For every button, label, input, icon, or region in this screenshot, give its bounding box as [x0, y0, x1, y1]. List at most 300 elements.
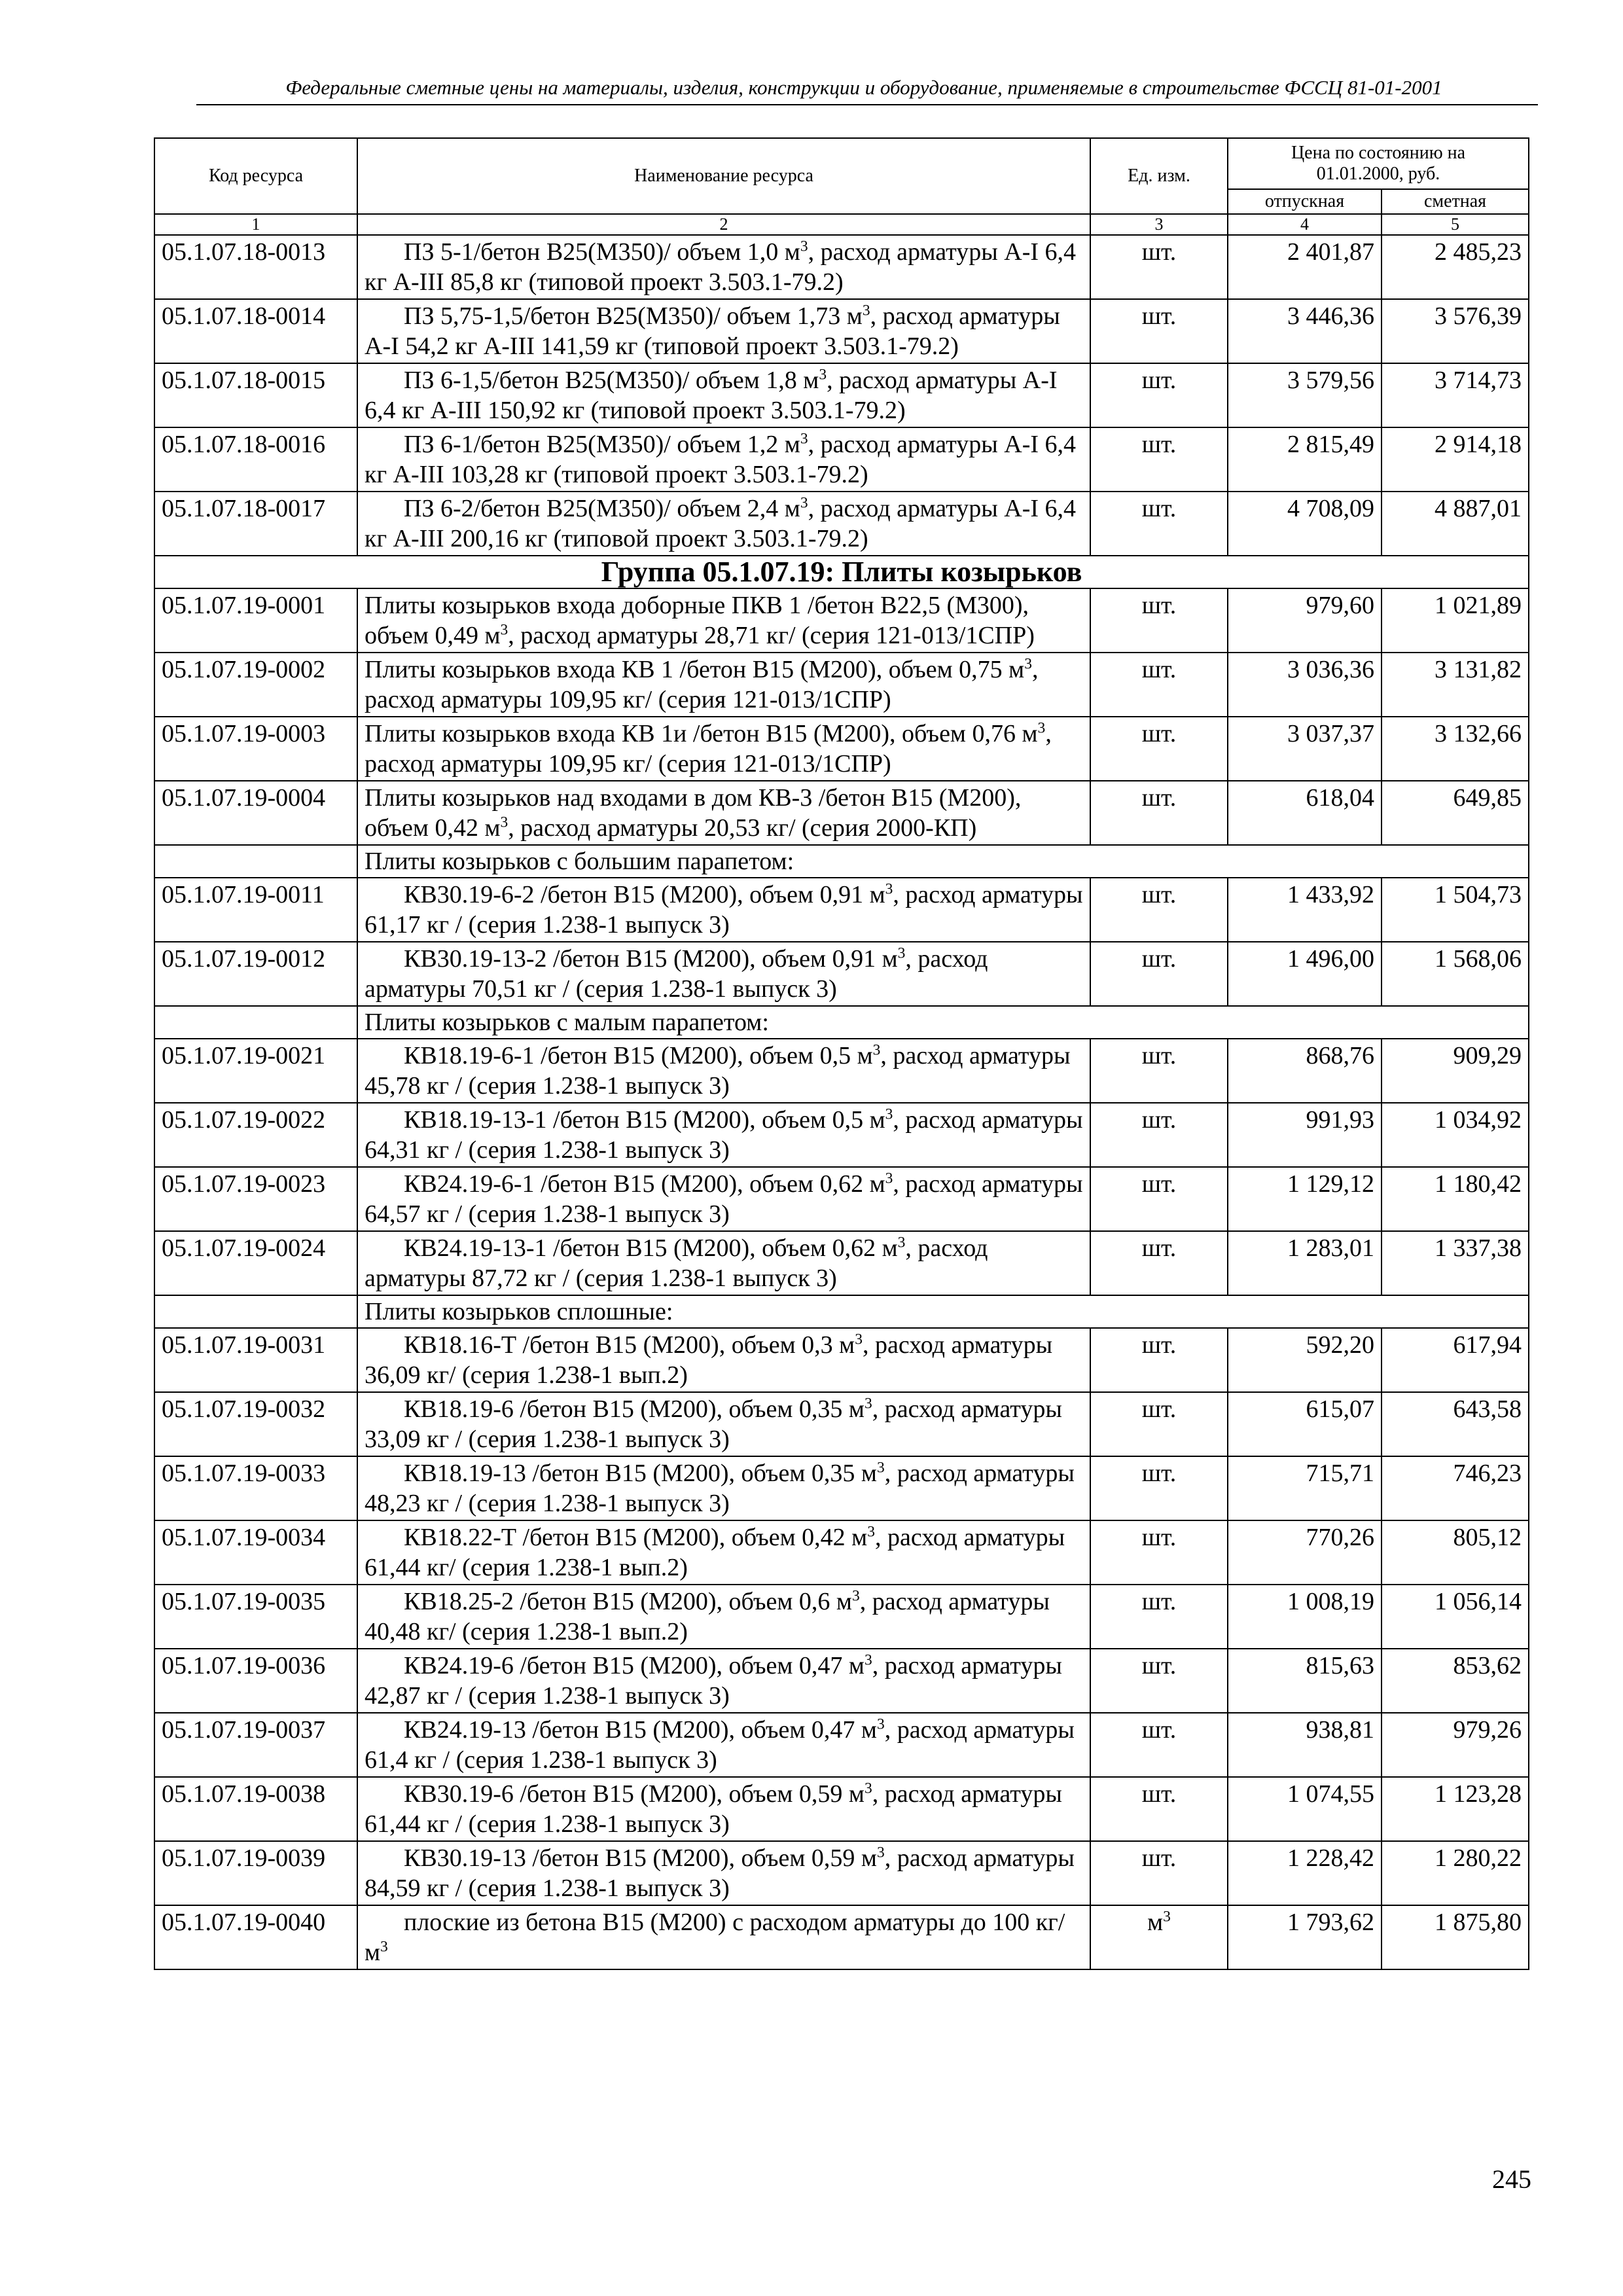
subgroup-heading-row [154, 845, 1529, 878]
table-row [154, 1392, 1529, 1456]
estimate-price: 746,23 [1382, 1456, 1529, 1520]
resource-name [365, 945, 988, 1003]
table-row [154, 235, 1529, 299]
table-row [154, 1585, 1529, 1649]
resource-code: 05.1.07.19-0037 [154, 1713, 357, 1777]
resource-code: 05.1.07.19-0032 [154, 1392, 357, 1456]
release-price: 979,60 [1228, 588, 1382, 653]
estimate-price: 1 504,73 [1382, 878, 1529, 942]
resource-code: 05.1.07.19-0038 [154, 1777, 357, 1841]
resource-name [365, 592, 1035, 649]
unit-cell [1090, 1713, 1228, 1777]
resource-name-text: , расход арматуры 109,95 кг/ (серия 121-013/1СПР) [365, 656, 1039, 713]
resource-name-text: , расход арматуры 45,78 кг / (серия 1.238-1 выпуск 3) [365, 1042, 1071, 1100]
table-row [154, 492, 1529, 556]
resource-name-text: , расход арматуры 64,57 кг / (серия 1.238-1 выпуск 3) [365, 1170, 1083, 1228]
unit: шт. [1141, 1234, 1177, 1262]
release-price: 1 008,19 [1228, 1585, 1382, 1649]
resource-code: 05.1.07.19-0003 [154, 717, 357, 781]
resource-name-cell [357, 1649, 1090, 1713]
table-row [154, 1456, 1529, 1520]
resource-name-text: КВ18.19-13 /бетон В15 (М200), объем 0,35 м [404, 1460, 877, 1487]
unit-superscript: 3 [1163, 1908, 1171, 1926]
release-price: 3 037,37 [1228, 717, 1382, 781]
document-header: Федеральные сметные цены на материалы, изделия, конструкции и оборудование, применяемые в строительстве ФССЦ 81-01-2001 [285, 76, 1442, 99]
resource-name [365, 1042, 1071, 1100]
table-row [154, 1039, 1529, 1103]
unit: шт. [1141, 1588, 1177, 1615]
unit-superscript: 3 [800, 430, 808, 448]
resource-code: 05.1.07.18-0015 [154, 363, 357, 427]
resource-name [365, 1234, 988, 1292]
unit-cell [1090, 1649, 1228, 1713]
unit-superscript: 3 [800, 494, 808, 512]
empty-code-cell [154, 1295, 357, 1328]
table-row [154, 1905, 1529, 1969]
col-header-price-group: Цена по состоянию на 01.01.2000, руб. [1228, 138, 1529, 189]
unit-superscript: 3 [876, 1715, 885, 1733]
unit: шт. [1141, 720, 1177, 747]
resource-code: 05.1.07.19-0033 [154, 1456, 357, 1520]
unit-cell [1090, 1777, 1228, 1841]
release-price: 991,93 [1228, 1103, 1382, 1167]
unit: шт. [1141, 367, 1177, 394]
unit-superscript: 3 [867, 1523, 875, 1541]
resource-name-text: , расход арматуры 33,09 кг / (серия 1.238-1 выпуск 3) [365, 1395, 1062, 1453]
unit-cell [1090, 1456, 1228, 1520]
col-header-release: отпускная [1228, 189, 1382, 214]
resource-name-cell [357, 1585, 1090, 1649]
resource-name [365, 495, 1076, 552]
unit: шт. [1141, 1106, 1177, 1134]
resource-code: 05.1.07.19-0035 [154, 1585, 357, 1649]
unit-superscript: 3 [864, 1395, 872, 1412]
resource-code: 05.1.07.19-0034 [154, 1520, 357, 1585]
unit-cell [1090, 427, 1228, 492]
unit-superscript: 3 [380, 1938, 388, 1956]
resource-name-cell [357, 427, 1090, 492]
release-price: 3 579,56 [1228, 363, 1382, 427]
unit: шт. [1141, 656, 1177, 683]
unit-superscript: 3 [897, 1234, 906, 1251]
unit: шт. [1141, 592, 1177, 619]
unit-superscript: 3 [876, 1459, 885, 1477]
price-table [154, 137, 1529, 1970]
unit-superscript: 3 [1024, 655, 1032, 673]
resource-name-text: , расход арматуры 42,87 кг / (серия 1.238-1 выпуск 3) [365, 1652, 1062, 1710]
resource-code: 05.1.07.19-0040 [154, 1905, 357, 1969]
table-row [154, 942, 1529, 1006]
resource-code: 05.1.07.18-0016 [154, 427, 357, 492]
resource-name-cell [357, 1231, 1090, 1295]
resource-name-text: КВ18.22-Т /бетон В15 (М200), объем 0,42 м [404, 1524, 868, 1551]
resource-name-cell [357, 1713, 1090, 1777]
estimate-price: 853,62 [1382, 1649, 1529, 1713]
unit-cell [1090, 878, 1228, 942]
unit: шт. [1141, 1524, 1177, 1551]
release-price: 2 815,49 [1228, 427, 1382, 492]
resource-name-text: , расход арматуры А-I 6,4 кг А-III 103,28 кг (типовой проект 3.503.1-79.2) [365, 431, 1076, 488]
unit: шт. [1141, 881, 1177, 908]
resource-code: 05.1.07.19-0002 [154, 653, 357, 717]
unit-cell [1090, 653, 1228, 717]
release-price: 1 228,42 [1228, 1841, 1382, 1905]
unit-cell [1090, 1328, 1228, 1392]
table-row [154, 1841, 1529, 1905]
resource-name-text: , расход арматуры 87,72 кг / (серия 1.238-1 выпуск 3) [365, 1234, 988, 1292]
release-price: 615,07 [1228, 1392, 1382, 1456]
table-row [154, 588, 1529, 653]
unit: шт. [1141, 1042, 1177, 1069]
resource-code: 05.1.07.19-0011 [154, 878, 357, 942]
table-row [154, 878, 1529, 942]
unit-cell [1090, 235, 1228, 299]
page-number: 245 [1492, 2164, 1531, 2194]
release-price: 592,20 [1228, 1328, 1382, 1392]
unit-cell [1090, 1520, 1228, 1585]
resource-name-text: КВ24.19-6-1 /бетон В15 (М200), объем 0,62 м [404, 1170, 885, 1198]
unit-superscript: 3 [872, 1041, 881, 1059]
col-header-unit: Ед. изм. [1090, 138, 1228, 214]
table-row [154, 1777, 1529, 1841]
unit-superscript: 3 [851, 1587, 860, 1605]
resource-name [365, 1331, 1052, 1389]
resource-name-text: КВ18.16-Т /бетон В15 (М200), объем 0,3 м [404, 1331, 855, 1359]
resource-name [365, 1524, 1065, 1581]
resource-name-text: , расход арматуры 61,44 кг/ (серия 1.238-1 вып.2) [365, 1524, 1065, 1581]
subgroup-heading: Плиты козырьков с малым парапетом: [357, 1006, 1529, 1039]
resource-code: 05.1.07.19-0031 [154, 1328, 357, 1392]
resource-name-cell [357, 492, 1090, 556]
col-header-estimate: сметная [1382, 189, 1529, 214]
estimate-price: 1 337,38 [1382, 1231, 1529, 1295]
release-price: 1 129,12 [1228, 1167, 1382, 1231]
resource-name [365, 1716, 1075, 1774]
unit-cell [1090, 588, 1228, 653]
release-price: 868,76 [1228, 1039, 1382, 1103]
resource-name-text: , расход арматуры 84,59 кг / (серия 1.238-1 выпуск 3) [365, 1844, 1075, 1902]
resource-name [365, 1909, 1065, 1966]
unit-superscript: 3 [1037, 719, 1046, 737]
resource-name-text: , расход арматуры 48,23 кг / (серия 1.238-1 выпуск 3) [365, 1460, 1075, 1517]
table-row [154, 1231, 1529, 1295]
estimate-price: 805,12 [1382, 1520, 1529, 1585]
resource-name-cell [357, 717, 1090, 781]
resource-name-text: КВ18.25-2 /бетон В15 (М200), объем 0,6 м [404, 1588, 852, 1615]
resource-name [365, 656, 1038, 713]
unit-superscript: 3 [876, 1844, 885, 1861]
subgroup-heading: Плиты козырьков сплошные: [357, 1295, 1529, 1328]
resource-name-text: , расход арматуры 61,4 кг / (серия 1.238-1 выпуск 3) [365, 1716, 1075, 1774]
resource-name [365, 302, 1060, 360]
resource-name-text: , расход арматуры 109,95 кг/ (серия 121-013/1СПР) [365, 720, 1052, 778]
empty-code-cell [154, 1006, 357, 1039]
unit-superscript: 3 [864, 1780, 872, 1797]
unit-cell [1090, 1841, 1228, 1905]
resource-name-text: плоские из бетона В15 (М200) с расходом арматуры до 100 кг/м [365, 1909, 1065, 1966]
unit: м [1147, 1909, 1164, 1936]
estimate-price: 2 914,18 [1382, 427, 1529, 492]
table-header-row [154, 138, 1529, 189]
resource-name-text: , расход арматуры 61,17 кг / (серия 1.238-1 выпуск 3) [365, 881, 1083, 939]
resource-name [365, 720, 1052, 778]
estimate-price: 1 034,92 [1382, 1103, 1529, 1167]
resource-name [365, 367, 1058, 424]
estimate-price: 3 714,73 [1382, 363, 1529, 427]
resource-code: 05.1.07.19-0024 [154, 1231, 357, 1295]
resource-name [365, 1844, 1075, 1902]
release-price: 770,26 [1228, 1520, 1382, 1585]
resource-name-cell [357, 1328, 1090, 1392]
resource-name-cell [357, 1167, 1090, 1231]
resource-name-text: , расход арматуры 36,09 кг/ (серия 1.238-1 вып.2) [365, 1331, 1053, 1389]
resource-code: 05.1.07.18-0017 [154, 492, 357, 556]
subgroup-heading-row [154, 1295, 1529, 1328]
resource-code: 05.1.07.19-0039 [154, 1841, 357, 1905]
unit-superscript: 3 [800, 238, 808, 255]
column-number: 4 [1228, 214, 1382, 235]
resource-name-text: Плиты козырьков входа КВ 1 /бетон В15 (М200), объем 0,75 м [365, 656, 1025, 683]
resource-name-text: , расход арматуры 20,53 кг/ (серия 2000-КП) [508, 814, 977, 842]
estimate-price: 3 131,82 [1382, 653, 1529, 717]
resource-name-text: КВ18.19-6-1 /бетон В15 (М200), объем 0,5 м [404, 1042, 873, 1069]
unit-superscript: 3 [500, 814, 508, 831]
release-price: 1 074,55 [1228, 1777, 1382, 1841]
unit: шт. [1141, 1170, 1177, 1198]
resource-name-text: КВ30.19-6 /бетон В15 (М200), объем 0,59 м [404, 1780, 865, 1808]
table-row [154, 299, 1529, 363]
resource-name [365, 881, 1083, 939]
estimate-price: 649,85 [1382, 781, 1529, 845]
release-price: 3 446,36 [1228, 299, 1382, 363]
release-price: 815,63 [1228, 1649, 1382, 1713]
release-price: 3 036,36 [1228, 653, 1382, 717]
resource-name-text: ПЗ 5-1/бетон В25(М350)/ объем 1,0 м [404, 238, 800, 266]
group-heading: Группа 05.1.07.19: Плиты козырьков [154, 556, 1529, 588]
estimate-price: 617,94 [1382, 1328, 1529, 1392]
unit-cell [1090, 1039, 1228, 1103]
unit-cell [1090, 1167, 1228, 1231]
resource-code: 05.1.07.19-0021 [154, 1039, 357, 1103]
col-header-name: Наименование ресурса [357, 138, 1090, 214]
unit-cell [1090, 492, 1228, 556]
unit: шт. [1141, 495, 1177, 522]
resource-name-text: КВ18.19-6 /бетон В15 (М200), объем 0,35 м [404, 1395, 865, 1423]
unit-cell [1090, 1585, 1228, 1649]
unit-superscript: 3 [885, 1170, 893, 1187]
resource-code: 05.1.07.19-0001 [154, 588, 357, 653]
resource-code: 05.1.07.19-0004 [154, 781, 357, 845]
estimate-price: 3 132,66 [1382, 717, 1529, 781]
resource-name [365, 1780, 1062, 1838]
unit-superscript: 3 [864, 1651, 872, 1669]
unit-cell [1090, 1392, 1228, 1456]
resource-name [365, 1652, 1062, 1710]
unit-superscript: 3 [885, 1105, 893, 1123]
estimate-price: 979,26 [1382, 1713, 1529, 1777]
unit-superscript: 3 [885, 880, 893, 898]
subgroup-heading: Плиты козырьков с большим парапетом: [357, 845, 1529, 878]
table-row [154, 1167, 1529, 1231]
table-row [154, 427, 1529, 492]
resource-name-cell [357, 1103, 1090, 1167]
estimate-price: 1 280,22 [1382, 1841, 1529, 1905]
unit: шт. [1141, 1844, 1177, 1872]
table-row [154, 1713, 1529, 1777]
resource-name-cell [357, 1392, 1090, 1456]
resource-name-text: КВ24.19-6 /бетон В15 (М200), объем 0,47 м [404, 1652, 865, 1679]
estimate-price: 2 485,23 [1382, 235, 1529, 299]
column-number-row [154, 214, 1529, 235]
estimate-price: 4 887,01 [1382, 492, 1529, 556]
resource-name-cell [357, 363, 1090, 427]
release-price: 1 433,92 [1228, 878, 1382, 942]
resource-name-text: , расход арматуры 64,31 кг / (серия 1.238-1 выпуск 3) [365, 1106, 1083, 1164]
release-price: 2 401,87 [1228, 235, 1382, 299]
empty-code-cell [154, 845, 357, 878]
unit: шт. [1141, 1780, 1177, 1808]
table-row [154, 717, 1529, 781]
unit-superscript: 3 [862, 302, 870, 319]
resource-name-cell [357, 1841, 1090, 1905]
table-row [154, 1520, 1529, 1585]
header-rule [196, 104, 1538, 105]
resource-name-cell [357, 1777, 1090, 1841]
resource-name-text: КВ18.19-13-1 /бетон В15 (М200), объем 0,5 м [404, 1106, 885, 1134]
unit: шт. [1141, 1331, 1177, 1359]
table-row [154, 653, 1529, 717]
unit-cell [1090, 942, 1228, 1006]
resource-name-cell [357, 1905, 1090, 1969]
estimate-price: 1 180,42 [1382, 1167, 1529, 1231]
unit-cell [1090, 1231, 1228, 1295]
resource-name [365, 1106, 1083, 1164]
unit: шт. [1141, 302, 1177, 330]
group-heading-row [154, 556, 1529, 588]
unit: шт. [1141, 1460, 1177, 1487]
resource-name-cell [357, 653, 1090, 717]
resource-name-cell [357, 299, 1090, 363]
resource-name-text: , расход арматуры А-I 6,4 кг А-III 85,8 кг (типовой проект 3.503.1-79.2) [365, 238, 1076, 296]
release-price: 715,71 [1228, 1456, 1382, 1520]
resource-name-text: , расход арматуры А-I 6,4 кг А-III 200,16 кг (типовой проект 3.503.1-79.2) [365, 495, 1076, 552]
table-row [154, 363, 1529, 427]
unit-superscript: 3 [819, 366, 827, 384]
table-row [154, 781, 1529, 845]
unit-cell [1090, 363, 1228, 427]
resource-name-text: ПЗ 6-2/бетон В25(М350)/ объем 2,4 м [404, 495, 800, 522]
table-row [154, 1649, 1529, 1713]
estimate-price: 909,29 [1382, 1039, 1529, 1103]
unit-cell [1090, 299, 1228, 363]
resource-name [365, 784, 1021, 842]
unit-cell [1090, 717, 1228, 781]
resource-name-text: Плиты козырьков входа доборные ПКВ 1 /бетон В22,5 (М300), объем 0,49 м [365, 592, 1029, 649]
estimate-price: 1 568,06 [1382, 942, 1529, 1006]
unit: шт. [1141, 1716, 1177, 1744]
resource-name-cell [357, 781, 1090, 845]
resource-name-text: ПЗ 6-1/бетон В25(М350)/ объем 1,2 м [404, 431, 800, 458]
unit: шт. [1141, 784, 1177, 812]
table-row [154, 1103, 1529, 1167]
resource-name-cell [357, 1456, 1090, 1520]
resource-name-text: , расход арматуры 70,51 кг / (серия 1.238-1 выпуск 3) [365, 945, 988, 1003]
unit-superscript: 3 [897, 944, 906, 962]
resource-name-text: , расход арматуры А-I 6,4 кг А-III 150,92 кг (типовой проект 3.503.1-79.2) [365, 367, 1058, 424]
unit-cell [1090, 781, 1228, 845]
release-price: 1 793,62 [1228, 1905, 1382, 1969]
resource-name-cell [357, 1039, 1090, 1103]
resource-code: 05.1.07.19-0022 [154, 1103, 357, 1167]
release-price: 1 496,00 [1228, 942, 1382, 1006]
resource-name-cell [357, 1520, 1090, 1585]
resource-name-text: КВ24.19-13-1 /бетон В15 (М200), объем 0,62 м [404, 1234, 898, 1262]
resource-code: 05.1.07.19-0012 [154, 942, 357, 1006]
estimate-price: 1 123,28 [1382, 1777, 1529, 1841]
estimate-price: 643,58 [1382, 1392, 1529, 1456]
unit: шт. [1141, 1652, 1177, 1679]
column-number: 5 [1382, 214, 1529, 235]
col-header-code: Код ресурса [154, 138, 357, 214]
resource-name-text: Плиты козырьков входа КВ 1и /бетон В15 (М200), объем 0,76 м [365, 720, 1038, 747]
resource-name [365, 1170, 1083, 1228]
estimate-price: 3 576,39 [1382, 299, 1529, 363]
resource-name-text: КВ30.19-13-2 /бетон В15 (М200), объем 0,91 м [404, 945, 898, 973]
resource-name-text: ПЗ 5,75-1,5/бетон В25(М350)/ объем 1,73 м [404, 302, 863, 330]
resource-name-text: КВ30.19-13 /бетон В15 (М200), объем 0,59 м [404, 1844, 877, 1872]
resource-name-text: КВ30.19-6-2 /бетон В15 (М200), объем 0,91 м [404, 881, 885, 908]
table-row [154, 1328, 1529, 1392]
column-number: 1 [154, 214, 357, 235]
unit: шт. [1141, 1395, 1177, 1423]
resource-name-text: Плиты козырьков над входами в дом КВ-3 /бетон В15 (М200), объем 0,42 м [365, 784, 1022, 842]
resource-name [365, 238, 1076, 296]
subgroup-heading-row [154, 1006, 1529, 1039]
release-price: 938,81 [1228, 1713, 1382, 1777]
resource-name-text: , расход арматуры А-I 54,2 кг А-III 141,59 кг (типовой проект 3.503.1-79.2) [365, 302, 1060, 360]
release-price: 1 283,01 [1228, 1231, 1382, 1295]
resource-name [365, 1588, 1050, 1645]
resource-name-text: ПЗ 6-1,5/бетон В25(М350)/ объем 1,8 м [404, 367, 819, 394]
resource-name-cell [357, 235, 1090, 299]
estimate-price: 1 021,89 [1382, 588, 1529, 653]
estimate-price: 1 056,14 [1382, 1585, 1529, 1649]
table-body [154, 235, 1529, 1969]
unit-superscript: 3 [855, 1331, 863, 1348]
release-price: 4 708,09 [1228, 492, 1382, 556]
resource-code: 05.1.07.19-0036 [154, 1649, 357, 1713]
unit: шт. [1141, 431, 1177, 458]
resource-name-cell [357, 878, 1090, 942]
resource-code: 05.1.07.19-0023 [154, 1167, 357, 1231]
resource-name-cell [357, 588, 1090, 653]
column-number: 2 [357, 214, 1090, 235]
unit-superscript: 3 [500, 621, 508, 639]
resource-name-text: КВ24.19-13 /бетон В15 (М200), объем 0,47 м [404, 1716, 877, 1744]
resource-name [365, 1395, 1062, 1453]
resource-name-text: , расход арматуры 40,48 кг/ (серия 1.238-1 вып.2) [365, 1588, 1050, 1645]
resource-name-text: , расход арматуры 61,44 кг / (серия 1.238-1 выпуск 3) [365, 1780, 1062, 1838]
unit-cell [1090, 1103, 1228, 1167]
resource-name-cell [357, 942, 1090, 1006]
column-number: 3 [1090, 214, 1228, 235]
resource-name-text: , расход арматуры 28,71 кг/ (серия 121-013/1СПР) [508, 622, 1035, 649]
unit: шт. [1141, 238, 1177, 266]
resource-name [365, 431, 1076, 488]
estimate-price: 1 875,80 [1382, 1905, 1529, 1969]
resource-name [365, 1460, 1075, 1517]
unit: шт. [1141, 945, 1177, 973]
